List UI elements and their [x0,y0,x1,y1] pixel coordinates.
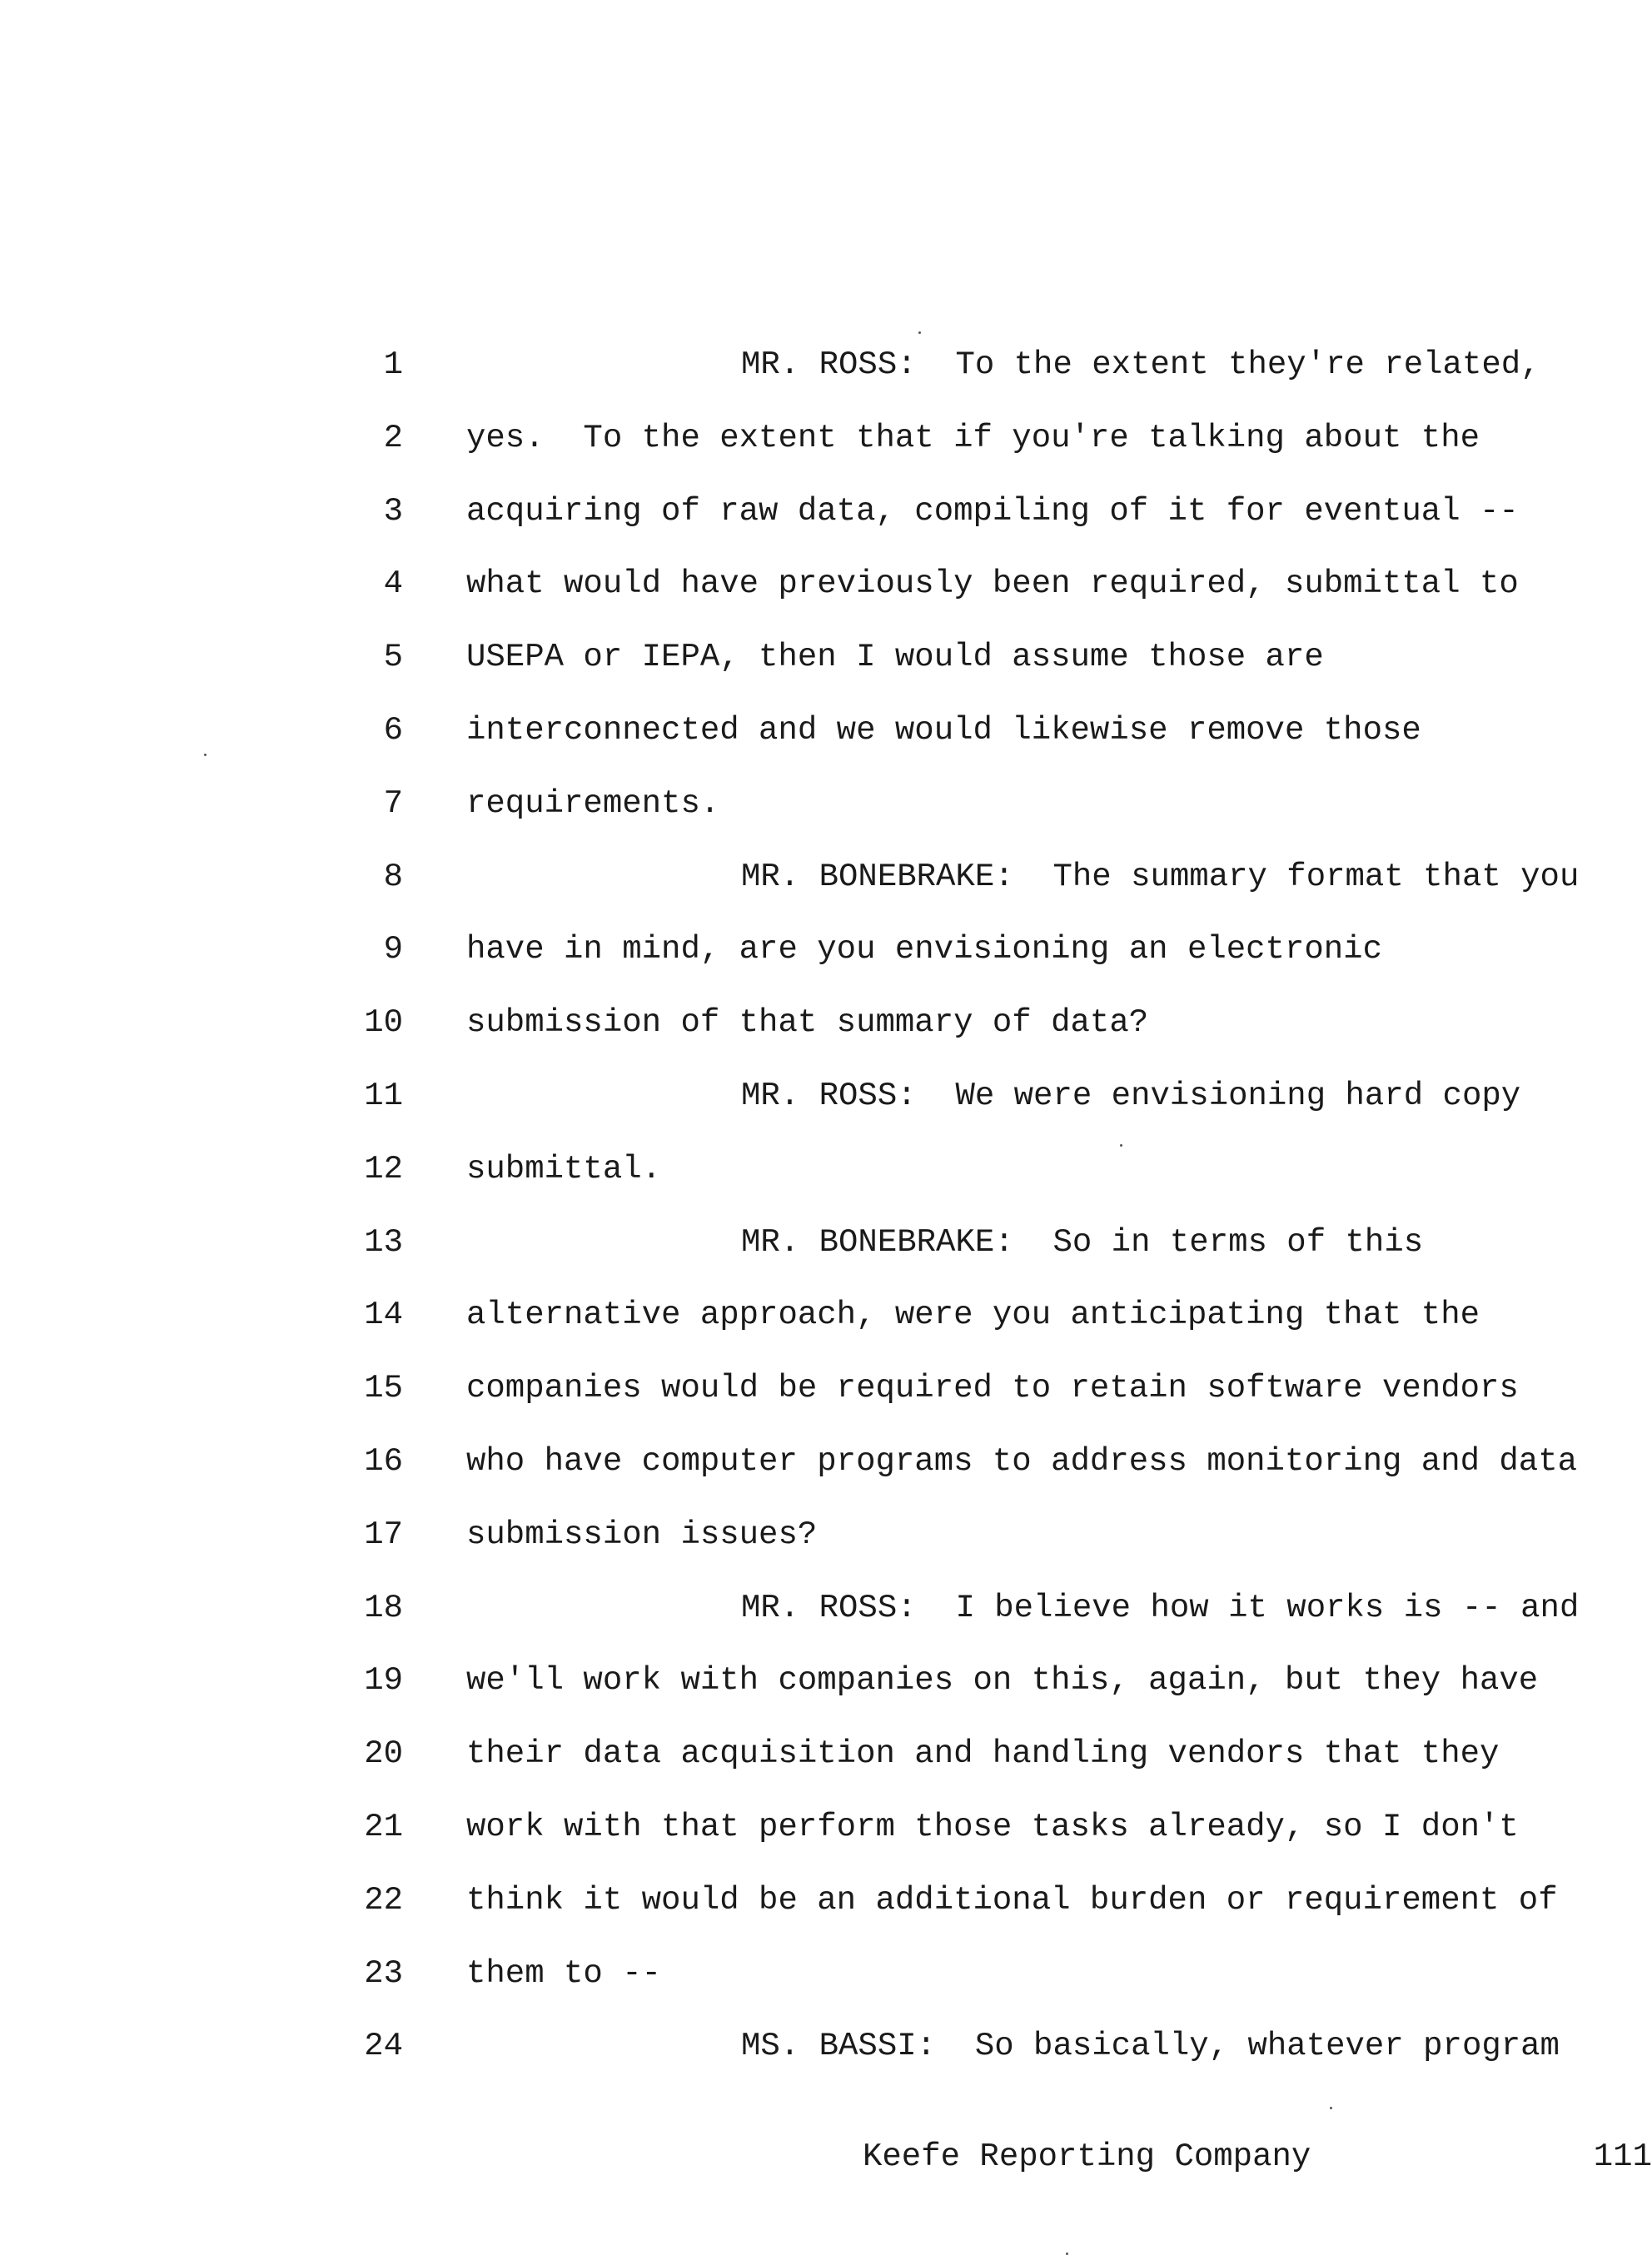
transcript-line [0,1144,1652,1194]
line-text: MR. ROSS: To the extent they're related, [741,346,1540,383]
line-number: 15 [364,1370,403,1406]
line-text: have in mind, are you envisioning an electronic [466,931,1382,968]
transcript-line [0,924,1652,974]
line-number: 19 [364,1662,403,1699]
transcript-line [0,486,1652,536]
line-text: alternative approach, were you anticipating that the [466,1297,1480,1333]
transcript-line [0,998,1652,1048]
scan-speck [204,754,206,756]
transcript-line [0,340,1652,390]
line-text: MR. BONEBRAKE: So in terms of this [741,1224,1424,1261]
line-number: 11 [364,1078,403,1114]
line-number: 6 [383,712,403,749]
line-text: requirements. [466,785,720,822]
line-text: work with that perform those tasks already, so I don't [466,1809,1519,1845]
line-number: 14 [364,1297,403,1333]
scan-speck [918,331,921,334]
line-text: submission of that summary of data? [466,1004,1149,1041]
line-number: 4 [383,565,403,602]
line-text: MR. ROSS: We were envisioning hard copy [741,1078,1521,1114]
transcript-line [0,2021,1652,2071]
line-number: 5 [383,639,403,675]
transcript-line [0,779,1652,829]
line-number: 16 [364,1443,403,1480]
transcript-line [0,705,1652,755]
line-number: 1 [383,346,403,383]
line-text: yes. To the extent that if you're talking about the [466,420,1480,456]
line-number: 3 [383,493,403,530]
transcript-line [0,1949,1652,1999]
line-text: MS. BASSI: So basically, whatever program [741,2028,1560,2064]
line-number: 10 [364,1004,403,1041]
line-number: 22 [364,1882,403,1919]
scan-speck [1120,1144,1122,1147]
scan-speck [1066,2253,1068,2255]
transcript-line [0,852,1652,902]
transcript-line [0,1071,1652,1121]
transcript-line [0,1217,1652,1267]
line-text: submission issues? [466,1516,818,1553]
transcript-line [0,413,1652,463]
line-number: 9 [383,931,403,968]
line-number: 23 [364,1955,403,1992]
transcript-line [0,1436,1652,1486]
line-text: MR. ROSS: I believe how it works is -- and [741,1590,1580,1626]
page-footer [0,2132,1652,2182]
line-number: 13 [364,1224,403,1261]
line-number: 20 [364,1735,403,1772]
line-text: who have computer programs to address monitoring and data [466,1443,1578,1480]
line-text: companies would be required to retain software vendors [466,1370,1519,1406]
line-text: them to -- [466,1955,662,1992]
line-text: what would have previously been required, submittal to [466,565,1519,602]
transcript-line [0,1729,1652,1779]
line-number: 12 [364,1151,403,1187]
line-text: USEPA or IEPA, then I would assume those are [466,639,1324,675]
line-text: acquiring of raw data, compiling of it for eventual -- [466,493,1519,530]
line-text: their data acquisition and handling vendors that they [466,1735,1500,1772]
line-number: 24 [364,2028,403,2064]
transcript-line [0,1363,1652,1413]
transcript-line [0,632,1652,682]
transcript-line [0,1583,1652,1633]
line-text: think it would be an additional burden or requirement of [466,1882,1558,1919]
transcript-line [0,1510,1652,1560]
transcript-line [0,1875,1652,1925]
line-number: 7 [383,785,403,822]
transcript-line [0,1802,1652,1852]
transcript-line [0,1655,1652,1705]
transcript-line [0,1290,1652,1340]
line-number: 18 [364,1590,403,1626]
line-text: we'll work with companies on this, again, but they have [466,1662,1539,1699]
page-number: 111 [1593,2138,1652,2175]
line-text: submittal. [466,1151,662,1187]
line-number: 2 [383,420,403,456]
transcript-line [0,559,1652,609]
line-number: 17 [364,1516,403,1553]
line-text: MR. BONEBRAKE: The summary format that you [741,859,1580,895]
line-number: 21 [364,1809,403,1845]
reporting-company: Keefe Reporting Company [863,2138,1311,2175]
line-number: 8 [383,859,403,895]
scan-speck [1330,2107,1332,2109]
line-text: interconnected and we would likewise remove those [466,712,1421,749]
